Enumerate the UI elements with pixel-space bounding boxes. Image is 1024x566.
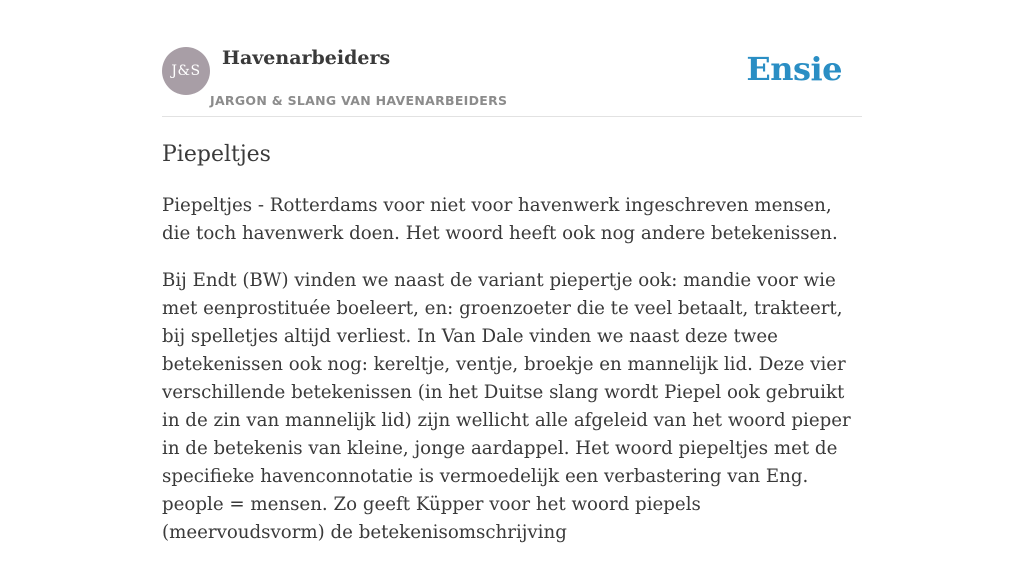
article-body: [162, 192, 862, 566]
dictionary-header: [162, 0, 862, 117]
dictionary-subtitle: JARGON & SLANG VAN HAVENARBEIDERS: [210, 93, 508, 108]
dictionary-title-link[interactable]: Havenarbeiders: [222, 47, 391, 69]
article-paragraph: Piepeltjes - Rotterdams voor niet voor havenwerk ingeschreven mensen, die toch havenwerk doen. Het woord heeft ook nog andere betekenissen.: [162, 195, 838, 244]
dictionary-avatar[interactable]: J&S: [162, 47, 210, 95]
term-title: Piepeltjes: [162, 142, 271, 167]
article-paragraph: Bij Endt (BW) vinden we naast de variant piepertje ook: mandie voor wie met eenprostituée boeleert, en: groenzoeter die te veel betaalt, trakteert, bij spelletjes altijd verliest. In Van Dale vinden we naast deze twee betekenissen ook nog: kereltje, ventje, broekje en mannelijk lid. Deze vier verschillende betekenissen (in het Duitse slang wordt Piepel ook gebruikt in de zin van mannelijk lid) zijn wellicht alle afgeleid van het woord pieper in de betekenis van kleine, jonge aardappel. Het woord piepeltjes met de specifieke havenconnotatie is vermoedelijk een verbastering van Eng. people = mensen. Zo geeft Küpper voor het woord piepels (meervoudsvorm) de betekenisomschrijving: [162, 270, 851, 543]
page-container: [162, 0, 862, 543]
ensie-logo[interactable]: Ensie: [746, 50, 842, 88]
